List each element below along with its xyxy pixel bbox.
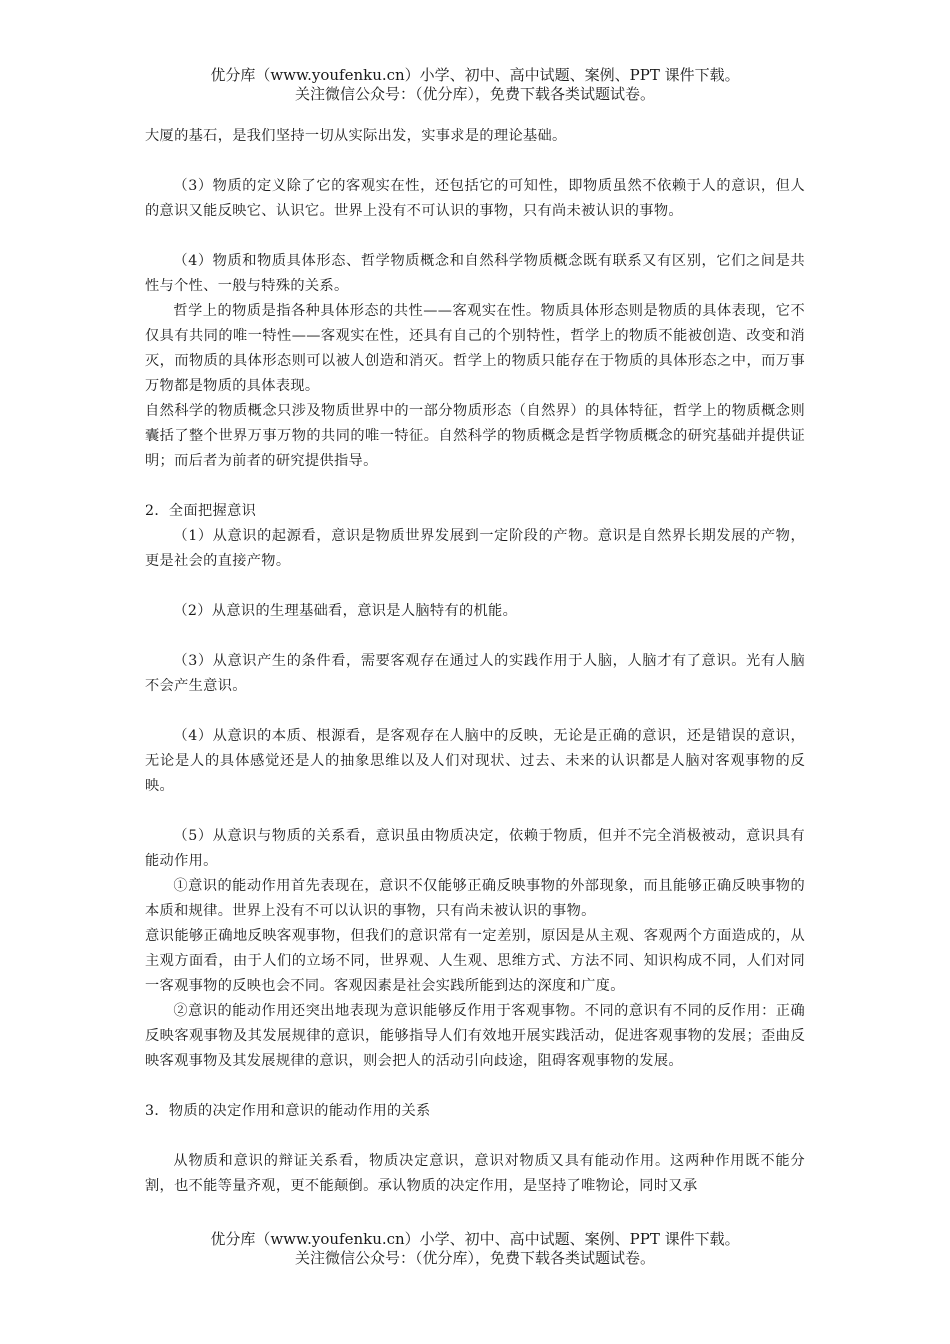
- paragraph: （4）物质和物质具体形态、哲学物质概念和自然科学物质概念既有联系又有区别，它们之间是共性与个性、一般与特殊的关系。: [145, 253, 805, 294]
- footer-line-2: 关注微信公众号：（优分库），免费下载各类试题试卷。: [294, 1249, 655, 1267]
- page-footer: [0, 1230, 950, 1268]
- section-heading-2: 2．全面把握意识: [145, 503, 257, 519]
- paragraph: （1）从意识的起源看，意识是物质世界发展到一定阶段的产物。意识是自然界长期发展的产物，更是社会的直接产物。: [145, 528, 805, 569]
- header-line-1: 优分库（www.youfenku.cn）小学、初中、高中试题、案例、PPT 课件下载。: [210, 66, 740, 84]
- paragraph: ①意识的能动作用首先表现在，意识不仅能够正确反映事物的外部现象，而且能够正确反映事物的本质和规律。世界上没有不可以认识的事物，只有尚未被认识的事物。: [145, 878, 805, 919]
- paragraph: （3）从意识产生的条件看，需要客观存在通过人的实践作用于人脑，人脑才有了意识。光有人脑不会产生意识。: [145, 653, 805, 694]
- header-line-2: 关注微信公众号：（优分库），免费下载各类试题试卷。: [294, 85, 655, 103]
- paragraph: （3）物质的定义除了它的客观实在性，还包括它的可知性，即物质虽然不依赖于人的意识，但人的意识又能反映它、认识它。世界上没有不可认识的事物，只有尚未被认识的事物。: [145, 178, 805, 219]
- paragraph: 哲学上的物质是指各种具体形态的共性——客观实在性。物质具体形态则是物质的具体表现，它不仅具有共同的唯一特性——客观实在性，还具有自己的个别特性，哲学上的物质不能被创造、改变和消灭，而物质的具体形态则可以被人创造和消灭。哲学上的物质只能存在于物质的具体形态之中，而万事万物都是物质的具体表现。: [145, 303, 805, 394]
- paragraph: ②意识的能动作用还突出地表现为意识能够反作用于客观事物。不同的意识有不同的反作用：正确反映客观事物及其发展规律的意识，能够指导人们有效地开展实践活动，促进客观事物的发展；歪曲反映客观事物及其发展规律的意识，则会把人的活动引向歧途，阻碍客观事物的发展。: [145, 1003, 805, 1069]
- page-header: [0, 66, 950, 104]
- paragraph: 意识能够正确地反映客观事物，但我们的意识常有一定差别，原因是从主观、客观两个方面造成的，从主观方面看，由于人们的立场不同，世界观、人生观、思维方式、方法不同、知识构成不同，人们对同一客观事物的反映也会不同。客观因素是社会实践所能到达的深度和广度。: [145, 928, 805, 994]
- footer-line-1: 优分库（www.youfenku.cn）小学、初中、高中试题、案例、PPT 课件下载。: [210, 1230, 740, 1248]
- document-body: [145, 124, 805, 1199]
- paragraph: （4）从意识的本质、根源看，是客观存在人脑中的反映，无论是正确的意识，还是错误的意识，无论是人的具体感觉还是人的抽象思维以及人们对现状、过去、未来的认识都是人脑对客观事物的反映。: [145, 728, 805, 794]
- paragraph: 自然科学的物质概念只涉及物质世界中的一部分物质形态（自然界）的具体特征，哲学上的物质概念则囊括了整个世界万事万物的共同的唯一特征。自然科学的物质概念是哲学物质概念的研究基础并提供证明；而后者为前者的研究提供指导。: [145, 403, 805, 469]
- paragraph: （5）从意识与物质的关系看，意识虽由物质决定，依赖于物质，但并不完全消极被动，意识具有能动作用。: [145, 828, 805, 869]
- paragraph: 从物质和意识的辩证关系看，物质决定意识，意识对物质又具有能动作用。这两种作用既不能分割，也不能等量齐观，更不能颠倒。承认物质的决定作用，是坚持了唯物论，同时又承: [145, 1153, 805, 1194]
- paragraph: 大厦的基石，是我们坚持一切从实际出发，实事求是的理论基础。: [145, 128, 567, 144]
- section-heading-3: 3．物质的决定作用和意识的能动作用的关系: [145, 1103, 431, 1119]
- paragraph: （2）从意识的生理基础看，意识是人脑特有的机能。: [173, 603, 518, 619]
